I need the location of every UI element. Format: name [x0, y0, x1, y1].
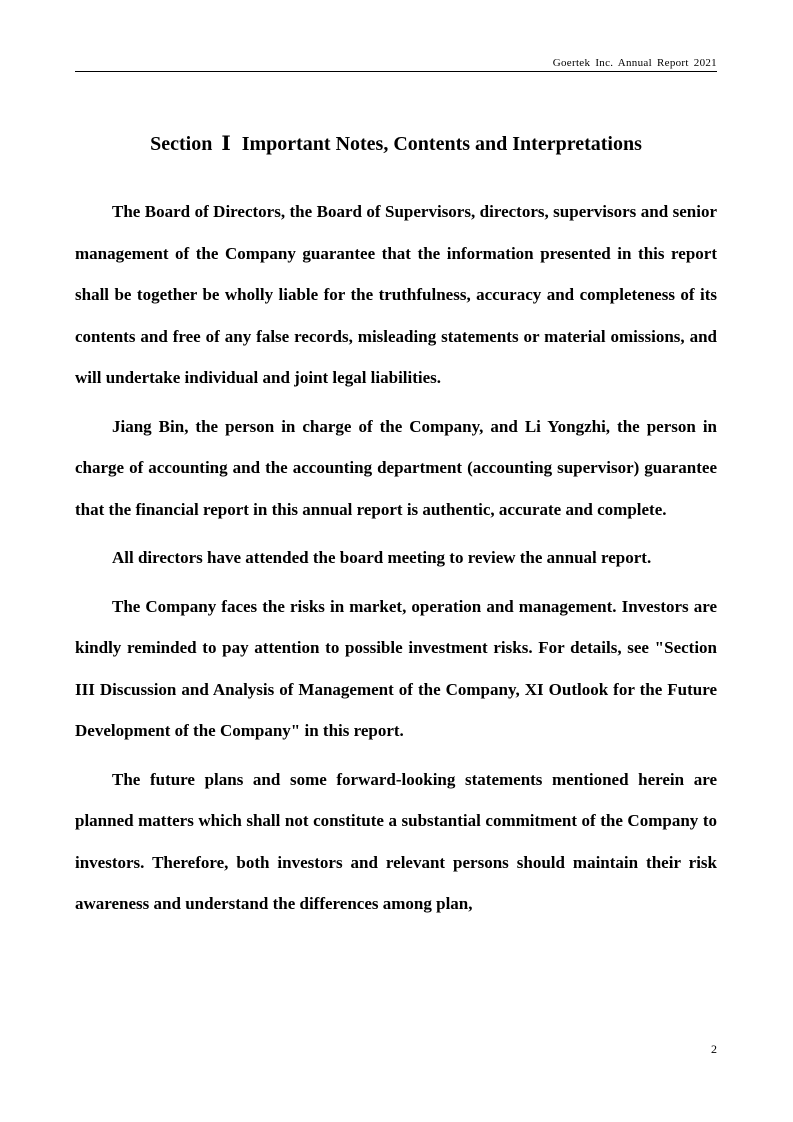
section-numeral: Ⅰ	[221, 133, 231, 155]
section-label: Section	[150, 133, 213, 155]
page-title	[75, 131, 717, 156]
section-heading-text: Important Notes, Contents and Interpretations	[241, 133, 642, 155]
paragraph-board-meeting: All directors have attended the board meeting to review the annual report.	[112, 548, 652, 567]
paragraph-risks: The Company faces the risks in market, operation and management. Investors are kindly reminded to pay attention to possible investment risks. For details, see "Section III Discussion and Analysis of Management of the Company, XI Outlook for the Future Development of the Company" in this report.	[75, 596, 717, 740]
page-number: 2	[711, 1042, 717, 1056]
paragraph-financial-report: Jiang Bin, the person in charge of the Company, and Li Yongzhi, the person in charge of accounting and the accounting department (accounting supervisor) guarantee that the financial report in this annual report is authentic, accurate and complete.	[75, 416, 717, 519]
paragraph-forward-looking: The future plans and some forward-looking statements mentioned herein are planned matters which shall not constitute a substantial commitment of the Company to investors. Therefore, both investors and relevant persons should maintain their risk awareness and understand the differences among plan,	[75, 769, 717, 913]
paragraph-guarantee: The Board of Directors, the Board of Supervisors, directors, supervisors and senior management of the Company guarantee that the information presented in this report shall be together be wholly liable for the truthfulness, accuracy and completeness of its contents and free of any false records, misleading statements or material omissions, and will undertake individual and joint legal liabilities.	[75, 202, 717, 387]
running-header: Goertek Inc. Annual Report 2021	[552, 57, 717, 69]
body-text	[75, 191, 717, 932]
header-divider	[75, 71, 717, 72]
